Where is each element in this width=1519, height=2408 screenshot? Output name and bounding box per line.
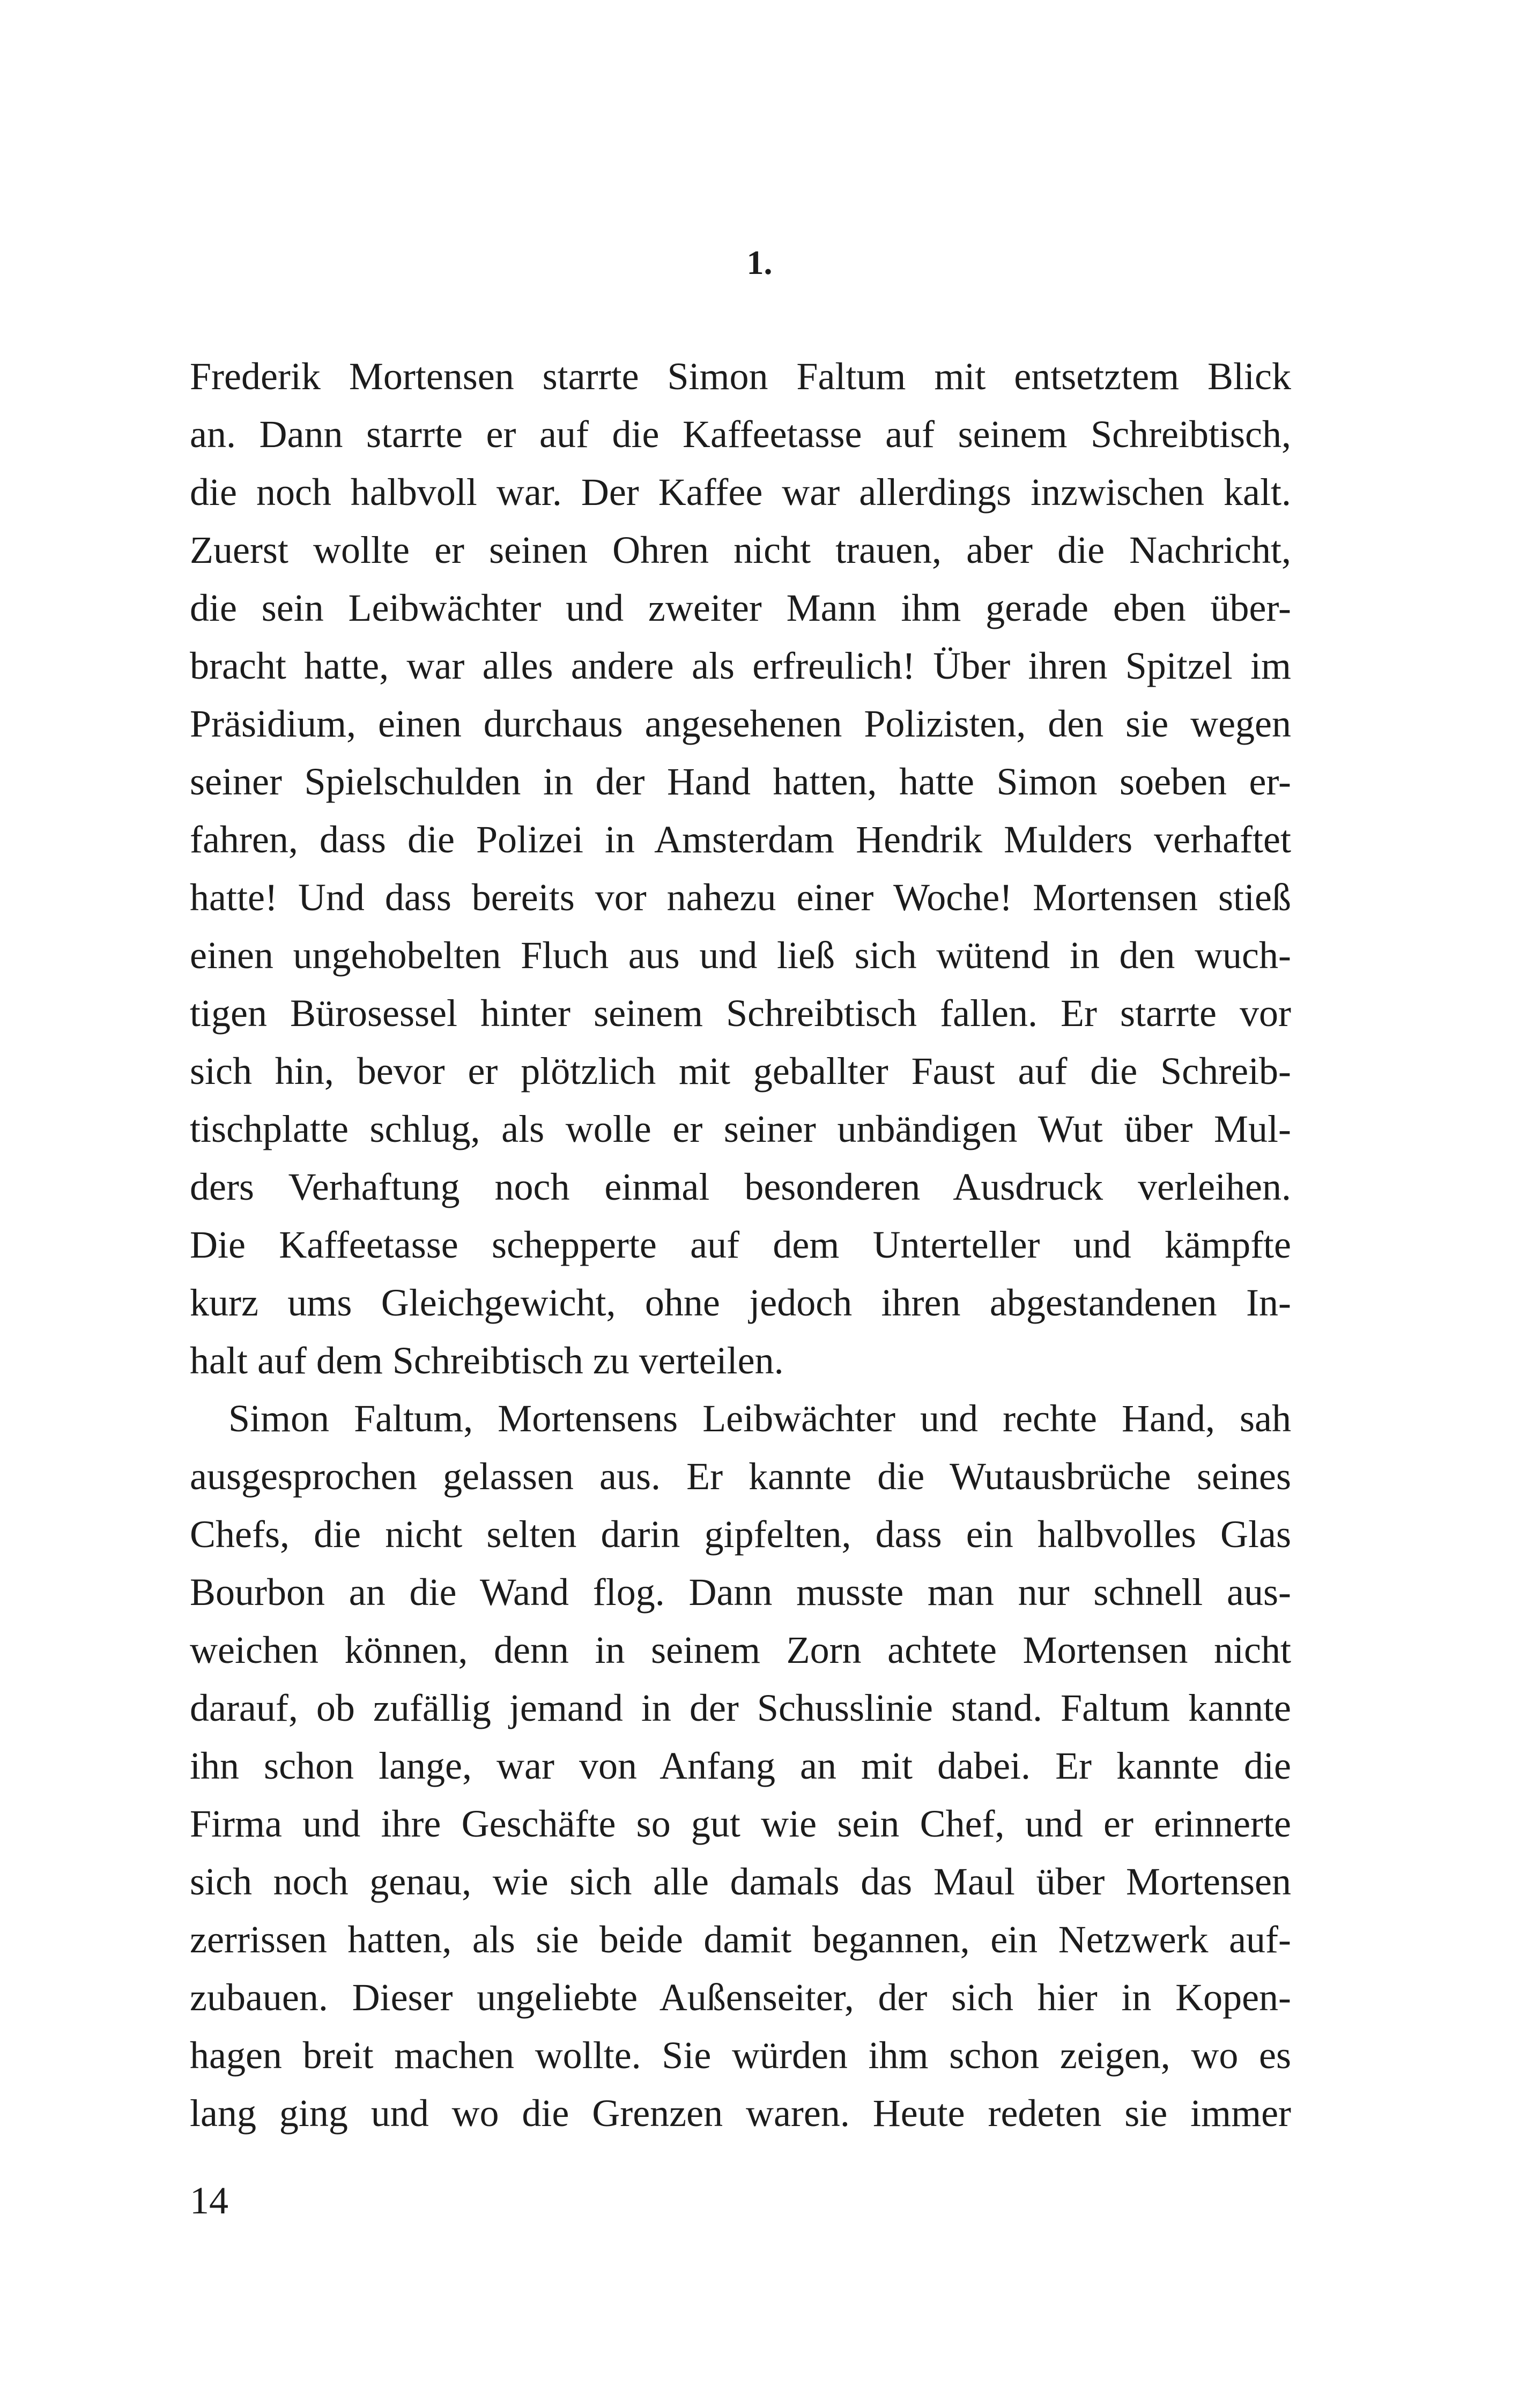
text-line: Die Kaffeetasse schepperte auf dem Unterteller und kämpfte — [190, 1223, 1291, 1266]
text-line: einen ungehobelten Fluch aus und ließ sich wütend in den wuch- — [190, 934, 1291, 977]
text-line: die noch halbvoll war. Der Kaffee war allerdings inzwischen kalt. — [190, 471, 1291, 514]
text-line: Chefs, die nicht selten darin gipfelten, dass ein halbvolles Glas — [190, 1513, 1291, 1556]
text-line: seiner Spielschulden in der Hand hatten, hatte Simon soeben er- — [190, 760, 1291, 803]
text-line: ausgesprochen gelassen aus. Er kannte die Wutausbrüche seines — [190, 1455, 1291, 1498]
text-line: an. Dann starrte er auf die Kaffeetasse auf seinem Schreibtisch, — [190, 413, 1291, 456]
text-line: Präsidium, einen durchaus angesehenen Polizisten, den sie wegen — [190, 702, 1291, 745]
text-line: ders Verhaftung noch einmal besonderen Ausdruck verleihen. — [190, 1165, 1291, 1208]
text-line: tischplatte schlug, als wolle er seiner unbändigen Wut über Mul- — [190, 1108, 1291, 1150]
chapter-heading: 1. — [746, 243, 773, 281]
text-line: zerrissen hatten, als sie beide damit begannen, ein Netzwerk auf- — [190, 1918, 1291, 1961]
body-text — [190, 347, 1291, 2142]
text-line: Simon Faltum, Mortensens Leibwächter und rechte Hand, sah — [228, 1397, 1291, 1440]
text-line: die sein Leibwächter und zweiter Mann ihm gerade eben über- — [190, 586, 1291, 629]
text-line: tigen Bürosessel hinter seinem Schreibtisch fallen. Er starrte vor — [190, 992, 1291, 1035]
text-line: lang ging und wo die Grenzen waren. Heute redeten sie immer — [190, 2092, 1291, 2135]
text-line: Firma und ihre Geschäfte so gut wie sein Chef, und er erinnerte — [190, 1802, 1291, 1845]
text-line: Zuerst wollte er seinen Ohren nicht trauen, aber die Nachricht, — [190, 529, 1291, 571]
text-line: Bourbon an die Wand flog. Dann musste man nur schnell aus- — [190, 1571, 1291, 1614]
text-line: sich hin, bevor er plötzlich mit geballter Faust auf die Schreib- — [190, 1050, 1291, 1092]
page-number: 14 — [190, 2179, 228, 2222]
text-line: sich noch genau, wie sich alle damals das Maul über Mortensen — [190, 1860, 1291, 1903]
text-line: Frederik Mortensen starrte Simon Faltum mit entsetztem Blick — [190, 355, 1291, 398]
text-line: zubauen. Dieser ungeliebte Außenseiter, der sich hier in Kopen- — [190, 1976, 1291, 2019]
text-line: weichen können, denn in seinem Zorn achtete Mortensen nicht — [190, 1629, 1291, 1671]
text-line: fahren, dass die Polizei in Amsterdam Hendrik Mulders verhaftet — [190, 818, 1291, 861]
text-line: hatte! Und dass bereits vor nahezu einer Woche! Mortensen stieß — [190, 876, 1291, 919]
text-line: kurz ums Gleichgewicht, ohne jedoch ihren abgestandenen In- — [190, 1281, 1291, 1324]
text-line: ihn schon lange, war von Anfang an mit dabei. Er kannte die — [190, 1744, 1291, 1787]
text-line: darauf, ob zufällig jemand in der Schusslinie stand. Faltum kannte — [190, 1686, 1291, 1729]
text-line: hagen breit machen wollte. Sie würden ihm schon zeigen, wo es — [190, 2034, 1291, 2077]
text-line: halt auf dem Schreibtisch zu verteilen. — [190, 1339, 784, 1382]
text-line: bracht hatte, war alles andere als erfreulich! Über ihren Spitzel im — [190, 644, 1291, 687]
